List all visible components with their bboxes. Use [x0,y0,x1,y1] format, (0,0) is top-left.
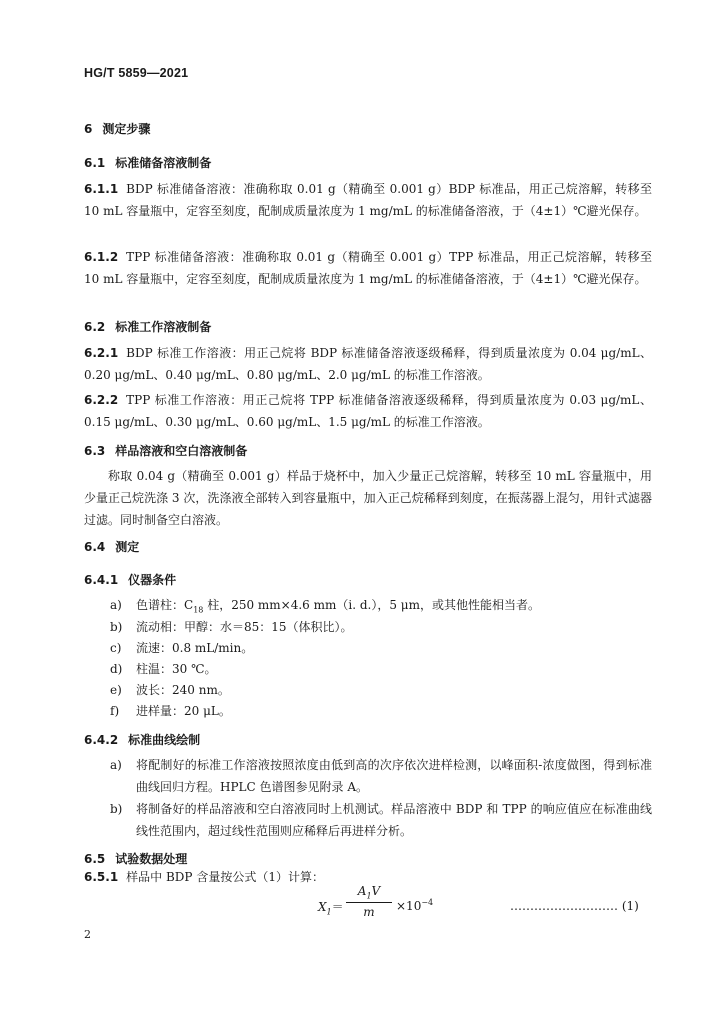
section-6-4-1-heading: 6.4.1 仪器条件 [84,573,177,587]
condition-item: b) 流动相：甲醇：水＝85：15（体积比）。 [110,620,353,634]
condition-item: e) 波长：240 nm。 [110,683,230,697]
section-6-4-2-heading: 6.4.2 标准曲线绘制 [84,733,201,747]
formula-lhs: $X_1=$ [318,900,344,917]
para-6-1-2: 6.1.2 TPP 标准储备溶液：准确称取 0.01 g（精确至 0.001 g）TPP 标准品，用正己烷溶解，转移至 10 mL 容量瓶中，定容至刻度，配制成质量浓度为 1 mg/mL 的标准储备溶液，于（4±1）℃避光保存。 [84,250,652,286]
section-6-5-heading: 6.5 试验数据处理 [84,852,188,866]
section-6-1-heading: 6.1 标准储备溶液制备 [84,156,212,170]
formula-multiplier: $\times 10^{-4}$ [396,898,434,913]
section-6-3-heading: 6.3 样品溶液和空白溶液制备 [84,444,248,458]
para-6-2-2: 6.2.2 TPP 标准工作溶液：用正己烷将 TPP 标准储备溶液逐级稀释，得到质量浓度为 0.03 μg/mL、0.15 μg/mL、0.30 μg/mL、0.60 μg/mL、1.5 μg/mL 的标准工作溶液。 [84,393,652,429]
para-6-5-1: 6.5.1 样品中 BDP 含量按公式（1）计算： [84,870,324,884]
section-6-heading: 6 测定步骤 [84,122,151,136]
curve-item: a) 将配制好的标准工作溶液按照浓度由低到高的次序依次进样检测，以峰面积-浓度做图，得到标准曲线回归方程。HPLC 色谱图参见附录 A。 [110,758,652,794]
standard-header: HG/T 5859—2021 [84,66,189,80]
section-6-2-heading: 6.2 标准工作溶液制备 [84,320,212,334]
equation-number: ……………………… (1) [510,899,639,913]
page-number: 2 [84,928,91,941]
condition-item: a) 色谱柱：$C_{18}$ 柱，250 mm×4.6 mm（i. d.），5 μm，或其他性能相当者。 [110,598,540,615]
condition-item: d) 柱温：30 ℃。 [110,662,217,676]
para-6-3: 称取 0.04 g（精确至 0.001 g）样品于烧杯中，加入少量正己烷溶解，转移至 10 mL 容量瓶中，用少量正己烷洗涤 3 次，洗涤液全部转入到容量瓶中，加入正己烷稀释到刻度，在振荡器上混匀，用针式滤器过滤。同时制备空白溶液。 [84,469,652,527]
curve-item: b) 将制备好的样品溶液和空白溶液同时上机测试。样品溶液中 BDP 和 TPP 的响应值应在标准曲线线性范围内，超过线性范围则应稀释后再进样分析。 [110,802,652,838]
para-6-2-1: 6.2.1 BDP 标准工作溶液：用正己烷将 BDP 标准储备溶液逐级稀释，得到质量浓度为 0.04 μg/mL、0.20 μg/mL、0.40 μg/mL、0.80 μg/mL、2.0 μg/mL 的标准工作溶液。 [84,346,652,382]
section-6-4-heading: 6.4 测定 [84,540,140,554]
condition-item: c) 流速：0.8 mL/min。 [110,641,254,655]
condition-item: f) 进样量：20 μL。 [110,704,231,718]
formula-fraction: $A_1V$ m [346,884,392,919]
para-6-1-1: 6.1.1 BDP 标准储备溶液：准确称取 0.01 g（精确至 0.001 g）BDP 标准品，用正己烷溶解，转移至 10 mL 容量瓶中，定容至刻度，配制成质量浓度为 1 mg/mL 的标准储备溶液，于（4±1）℃避光保存。 [84,182,652,218]
